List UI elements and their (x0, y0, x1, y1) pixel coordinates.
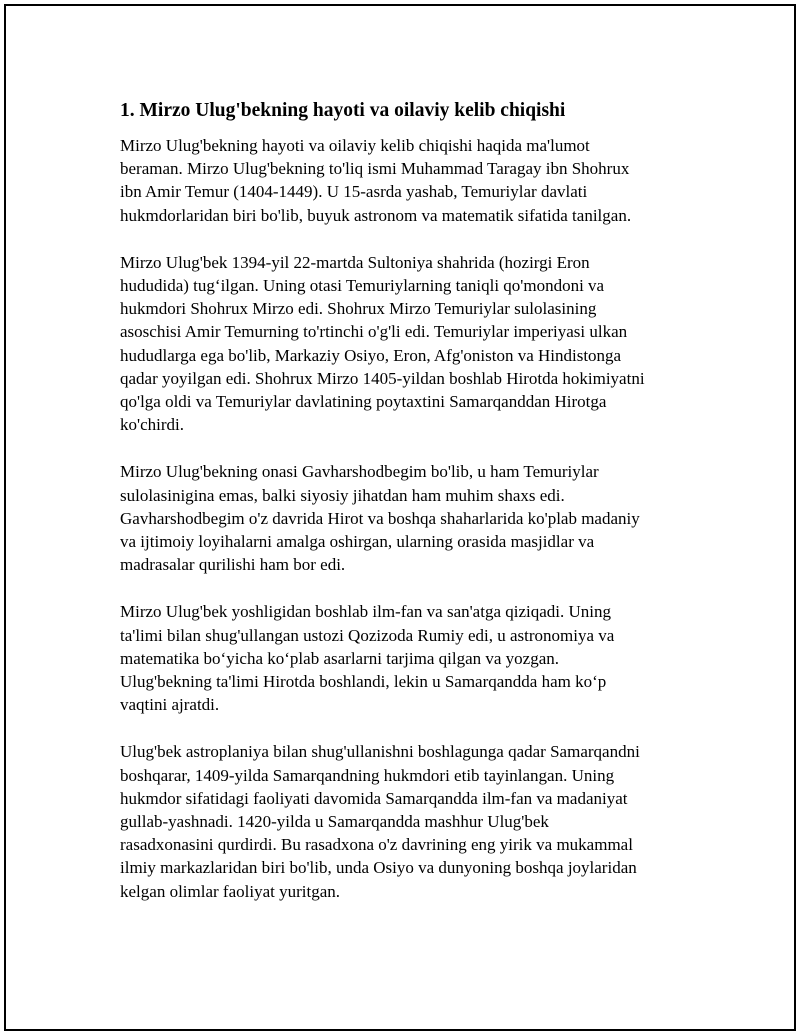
paragraph-4: Mirzo Ulug'bek yoshligidan boshlab ilm-fan va san'atga qiziqadi. Uning ta'limi bilan shug'ullangan ustozi Qozizoda Rumiy edi, u astronomiya va matematika bo‘yicha ko‘plab asarlarni tarjima qilgan va yozgan. Ulug'bekning ta'limi Hirotda boshlandi, lekin u Samarqandda ham ko‘p vaqtini ajratdi. (120, 602, 615, 715)
paragraph-3: Mirzo Ulug'bekning onasi Gavharshodbegim bo'lib, u ham Temuriylar sulolasinigina emas, balki siyosiy jihatdan ham muhim shaxs edi. Gavharshodbegim o'z davrida Hirot va boshqa shaharlarida ko'plab madaniy va ijtimoiy loyihalarni amalga oshirgan, ularning orasida masjidlar va madrasalar qurilishi ham bor edi. (120, 462, 640, 575)
paragraph-5: Ulug'bek astroplaniya bilan shug'ullanishni boshlagunga qadar Samarqandni boshqarar, 1409-yilda Samarqandning hukmdori etib tayinlangan. Uning hukmdor sifatidagi faoliyati davomida Samarqandda ilm-fan va madaniyat gullab-yashnadi. 1420-yilda u Samarqandda mashhur Ulug'bek rasadxonasini qurdirdi. Bu rasadxona o'z davrining eng yirik va mukammal ilmiy markazlaridan biri bo'lib, unda Osiyo va dunyoning boshqa joylaridan kelgan olimlar faoliyat yuritgan. (120, 742, 640, 901)
paragraph-2: Mirzo Ulug'bek 1394-yil 22-martda Sultoniya shahrida (hozirgi Eron hududida) tug‘ilgan. Uning otasi Temuriylarning taniqli qo'mondoni va hukmdori Shohrux Mirzo edi. Shohrux Mirzo Temuriylar sulolasining asoschisi Amir Temurning to'rtinchi o'g'li edi. Temuriylar imperiyasi ulkan hududlarga ega bo'lib, Markaziy Osiyo, Eron, Afg'oniston va Hindistonga qadar yoyilgan edi. Shohrux Mirzo 1405-yildan boshlab Hirotda hokimiyatni qo'lga oldi va Temuriylar davlatining poytaxtini Samarqanddan Hirotga ko'chirdi. (120, 252, 645, 435)
document-body (120, 98, 700, 927)
section-heading: 1. Mirzo Ulug'bekning hayoti va oilaviy kelib chiqishi (120, 100, 566, 121)
paragraph-1: Mirzo Ulug'bekning hayoti va oilaviy kelib chiqishi haqida ma'lumot beraman. Mirzo Ulug'bekning to'liq ismi Muhammad Taragay ibn Shohrux ibn Amir Temur (1404-1449). U 15-asrda yashab, Temuriylar davlati hukmdorlaridan biri bo'lib, buyuk astronom va matematik sifatida tanilgan. (120, 136, 632, 225)
document-page (4, 4, 796, 1031)
